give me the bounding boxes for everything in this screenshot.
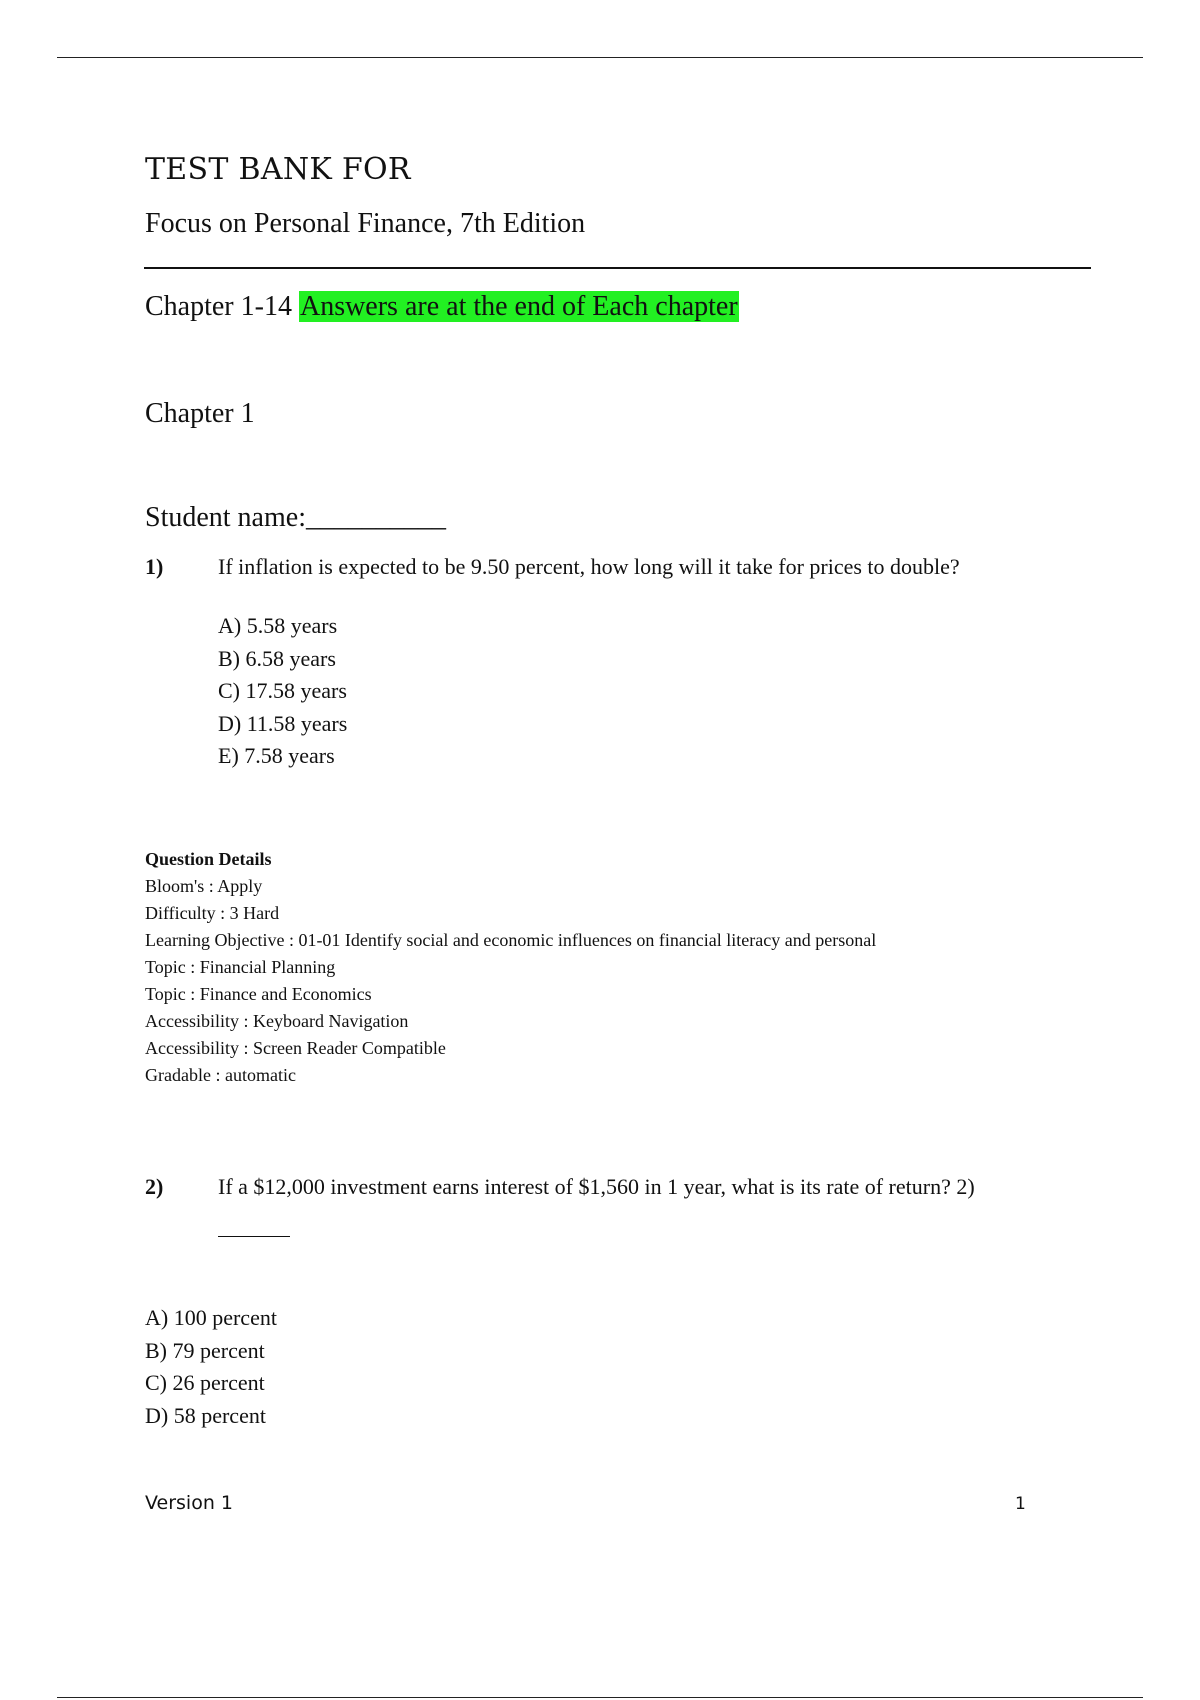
document-heading: TEST BANK FOR [145,152,411,187]
top-border-rule [57,57,1143,58]
detail-line: Bloom's : Apply [145,876,263,896]
footer-version: Version 1 [145,1492,233,1514]
answer-option: A) 100 percent [145,1305,277,1330]
answer-option: E) 7.58 years [218,743,335,768]
detail-line: Topic : Finance and Economics [145,984,372,1004]
title-divider [144,267,1091,269]
answer-option: C) 17.58 years [218,678,347,703]
detail-line: Difficulty : 3 Hard [145,903,280,923]
question-text: If inflation is expected to be 9.50 percent, how long will it take for prices to double? [218,554,960,579]
bottom-border-rule [57,1697,1143,1698]
detail-line: Accessibility : Screen Reader Compatible [145,1038,446,1058]
answer-options [145,1302,277,1432]
answer-options [218,610,347,773]
answer-option: D) 58 percent [145,1402,266,1428]
chapter-range-label: Chapter 1-14 [145,291,292,322]
question-number: 1) [145,554,164,579]
chapter-range-line [145,291,739,323]
answers-note-highlight: Answers are at the end of Each chapter [299,291,738,322]
answer-option: D) 11.58 years [218,710,348,736]
answer-option: C) 26 percent [145,1370,265,1395]
question-number: 2) [145,1174,164,1199]
page-number: 1 [1015,1494,1026,1514]
answer-blank [218,1224,290,1242]
detail-line: Learning Objective : 01-01 Identify social and economic influences on financial literacy and personal [145,930,877,950]
detail-line: Accessibility : Keyboard Navigation [145,1011,409,1031]
answer-option: B) 79 percent [145,1337,265,1363]
question-details-title: Question Details [145,849,272,869]
question-text: If a $12,000 investment earns interest of $1,560 in 1 year, what is its rate of return? 2) [218,1174,975,1199]
question-details [145,846,876,1089]
detail-line: Topic : Financial Planning [145,957,336,977]
answer-blank-line [218,1236,290,1237]
student-name-label: Student name:__________ [145,502,446,533]
answer-option: B) 6.58 years [218,645,336,671]
chapter-title: Chapter 1 [145,398,255,429]
answer-option: A) 5.58 years [218,613,338,638]
detail-line: Gradable : automatic [145,1065,296,1085]
document-subtitle: Focus on Personal Finance, 7th Edition [145,208,586,239]
